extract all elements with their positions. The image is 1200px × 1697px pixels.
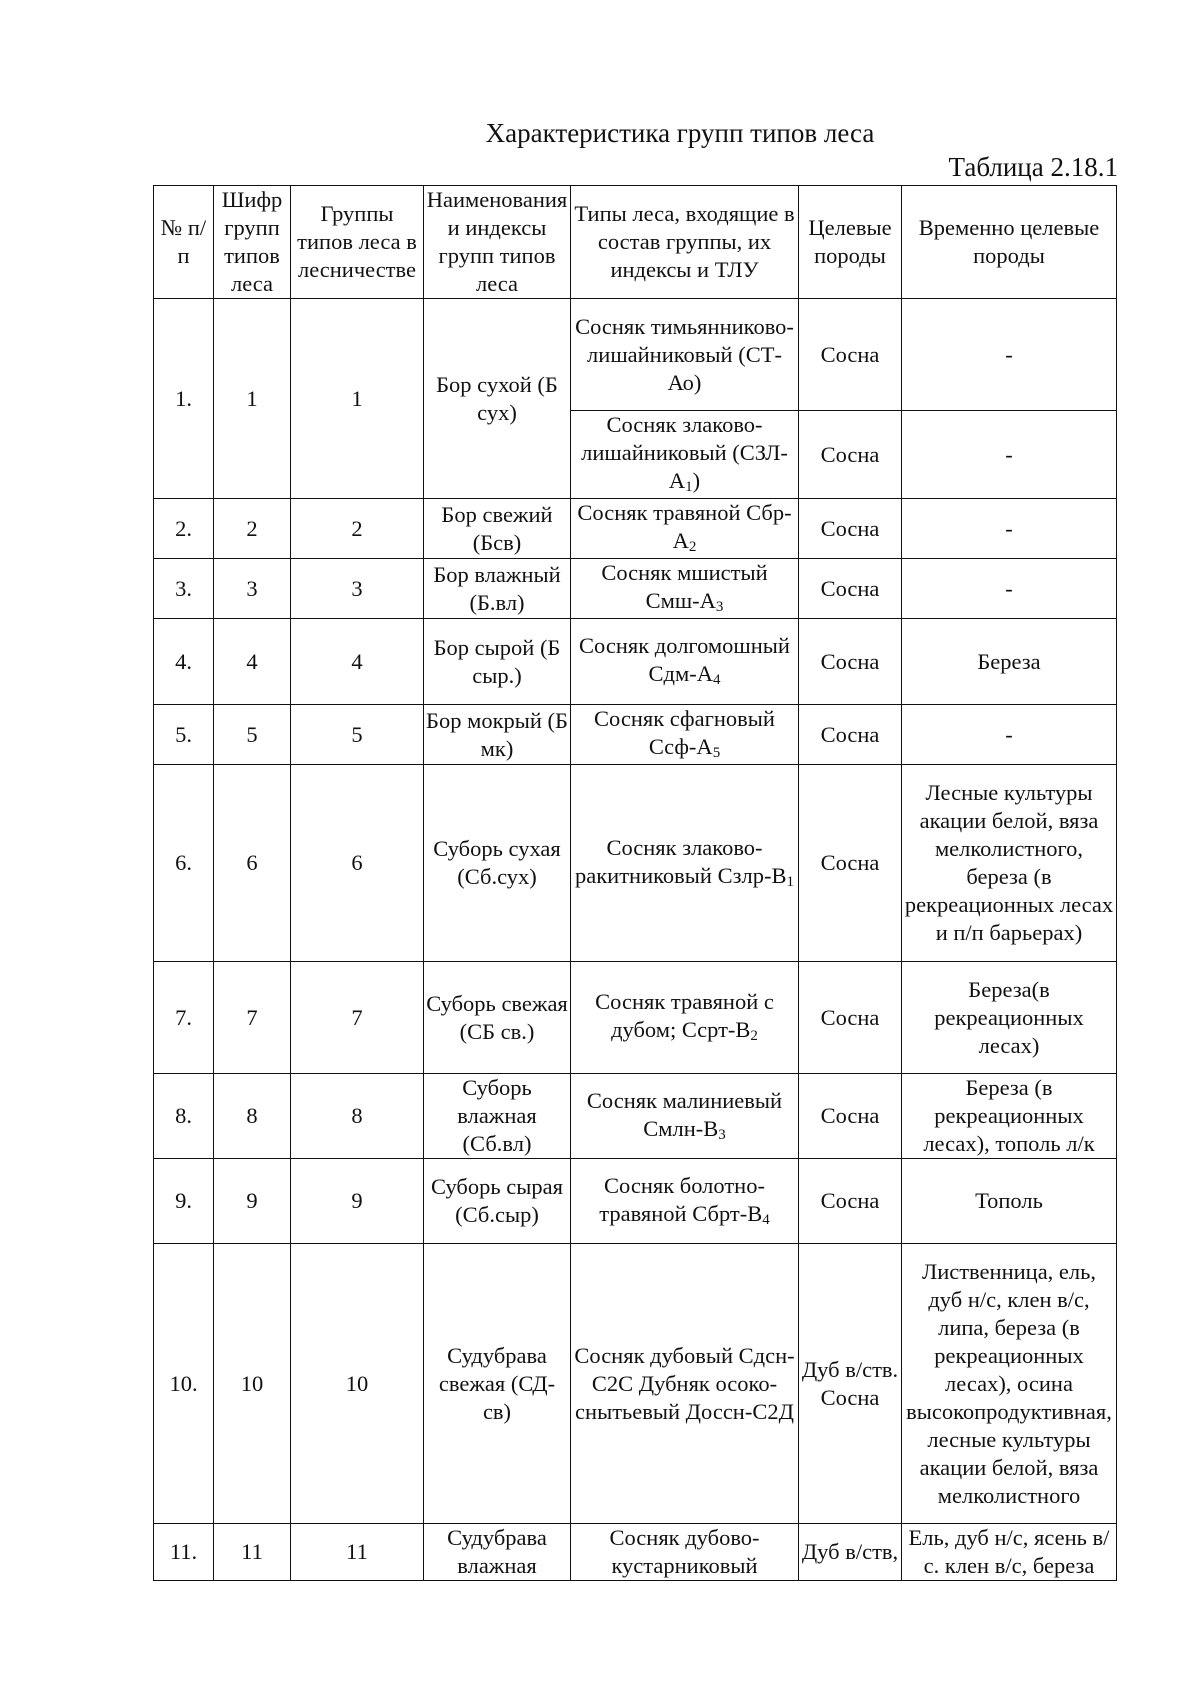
table-row (154, 1524, 1117, 1581)
cell-target: Сосна (799, 499, 902, 559)
types-text: Сосняк злаково-лишайниковый (СЗЛ-А (581, 412, 788, 493)
cell-types: Сосняк злаково-ракитниковый Сзлр-В1 (571, 765, 799, 962)
cell-target: Сосна (799, 619, 902, 705)
cell-group: 9 (291, 1159, 424, 1244)
cell-name: Суборь сухая (Сб.сух) (424, 765, 571, 962)
cell-cipher: 6 (214, 765, 291, 962)
cell-temp: Ель, дуб н/с, ясень в/с. клен в/с, береза (902, 1524, 1117, 1581)
cell-temp: Лиственница, ель, дуб н/с, клен в/с, липа, береза (в рекреационных лесах), осина высокопродуктивная, лесные культуры акации белой, вяза мелколистного (902, 1244, 1117, 1524)
cell-name: Бор влажный (Б.вл) (424, 559, 571, 619)
cell-cipher: 10 (214, 1244, 291, 1524)
cell-num: 7. (154, 962, 214, 1074)
cell-temp: - (902, 705, 1117, 765)
cell-types: Сосняк травяной с дубом; Ссрт-В2 (571, 962, 799, 1074)
cell-temp: - (902, 411, 1117, 499)
cell-cipher: 1 (214, 299, 291, 499)
cell-group: 2 (291, 499, 424, 559)
cell-target: Сосна (799, 1159, 902, 1244)
cell-group: 11 (291, 1524, 424, 1581)
table-row (154, 962, 1117, 1074)
cell-cipher: 3 (214, 559, 291, 619)
cell-target: Сосна (799, 411, 902, 499)
cell-cipher: 9 (214, 1159, 291, 1244)
cell-group: 7 (291, 962, 424, 1074)
cell-temp: - (902, 299, 1117, 411)
cell-target: Сосна (799, 1074, 902, 1159)
cell-num: 1. (154, 299, 214, 499)
cell-target: Сосна (799, 705, 902, 765)
cell-cipher: 11 (214, 1524, 291, 1581)
header-num: № п/п (154, 186, 214, 299)
cell-target: Сосна (799, 559, 902, 619)
header-groups: Группы типов леса в лесничестве (291, 186, 424, 299)
types-text: Сосняк долгомошный Сдм-А (579, 633, 790, 686)
cell-num: 2. (154, 499, 214, 559)
cell-types: Сосняк долгомошный Сдм-А4 (571, 619, 799, 705)
cell-cipher: 8 (214, 1074, 291, 1159)
table-row (154, 1159, 1117, 1244)
header-target: Целевые породы (799, 186, 902, 299)
table-row (154, 765, 1117, 962)
cell-cipher: 2 (214, 499, 291, 559)
cell-target: Сосна (799, 765, 902, 962)
cell-cipher: 4 (214, 619, 291, 705)
cell-group: 4 (291, 619, 424, 705)
forest-types-table (153, 185, 1117, 1581)
cell-num: 3. (154, 559, 214, 619)
cell-types: Сосняк дубовый Сдсн-С2С Дубняк осоко-снытьевый Доссн-С2Д (571, 1244, 799, 1524)
cell-target: Дуб в/ств. Сосна (799, 1244, 902, 1524)
table-row (154, 705, 1117, 765)
cell-num: 8. (154, 1074, 214, 1159)
cell-group: 5 (291, 705, 424, 765)
cell-target: Дуб в/ств, (799, 1524, 902, 1581)
table-row (154, 559, 1117, 619)
table-row (154, 1074, 1117, 1159)
types-text: Сосняк травяной Сбр-А (577, 500, 792, 553)
cell-group: 10 (291, 1244, 424, 1524)
cell-name: Суборь сырая (Сб.сыр) (424, 1159, 571, 1244)
cell-temp: - (902, 559, 1117, 619)
cell-num: 9. (154, 1159, 214, 1244)
page-title: Характеристика групп типов леса (485, 118, 875, 148)
types-text: Сосняк сфагновый Ссф-А (594, 706, 775, 759)
cell-name: Бор свежий (Бсв) (424, 499, 571, 559)
cell-group: 3 (291, 559, 424, 619)
cell-temp: Тополь (902, 1159, 1117, 1244)
cell-num: 6. (154, 765, 214, 962)
cell-types: Сосняк болотно-травяной Сбрт-В4 (571, 1159, 799, 1244)
cell-temp: - (902, 499, 1117, 559)
header-row (154, 186, 1117, 299)
header-name: Наименования и индексы групп типов леса (424, 186, 571, 299)
cell-group: 6 (291, 765, 424, 962)
table-row (154, 1244, 1117, 1524)
cell-num: 11. (154, 1524, 214, 1581)
cell-temp: Лесные культуры акации белой, вяза мелколистного, береза (в рекреационных лесах и п/п барьерах) (902, 765, 1117, 962)
cell-cipher: 5 (214, 705, 291, 765)
table-row (154, 499, 1117, 559)
cell-name: Бор сырой (Б сыр.) (424, 619, 571, 705)
table-row (154, 619, 1117, 705)
cell-num: 5. (154, 705, 214, 765)
cell-target: Сосна (799, 299, 902, 411)
cell-temp: Береза(в рекреационных лесах) (902, 962, 1117, 1074)
cell-cipher: 7 (214, 962, 291, 1074)
cell-temp: Береза (902, 619, 1117, 705)
cell-group: 1 (291, 299, 424, 499)
header-temp-target: Временно целевые породы (902, 186, 1117, 299)
cell-name: Бор сухой (Б сух) (424, 299, 571, 499)
types-text: Сосняк болотно-травяной Сбрт-В (599, 1172, 765, 1226)
cell-types: Сосняк дубово-кустарниковый (571, 1524, 799, 1581)
cell-temp: Береза (в рекреационных лесах), тополь л/к (902, 1074, 1117, 1159)
cell-name: Суборь свежая (СБ св.) (424, 962, 571, 1074)
cell-group: 8 (291, 1074, 424, 1159)
cell-types: Сосняк тимьянниково-лишайниковый (СТ-Ао) (571, 299, 799, 411)
cell-target: Сосна (799, 962, 902, 1074)
cell-name: Суборь влажная (Сб.вл) (424, 1074, 571, 1159)
types-text: Сосняк мшистый Смш-А (601, 560, 768, 613)
cell-types: Сосняк злаково-лишайниковый (СЗЛ-А1) (571, 411, 799, 499)
header-cipher: Шифр групп типов леса (214, 186, 291, 299)
cell-name: Судубрава свежая (СД-св) (424, 1244, 571, 1524)
table-row (154, 299, 1117, 411)
cell-types: Сосняк травяной Сбр-А2 (571, 499, 799, 559)
cell-num: 4. (154, 619, 214, 705)
table-number: Таблица 2.18.1 (948, 152, 1118, 182)
cell-types: Сосняк мшистый Смш-А3 (571, 559, 799, 619)
types-text: Сосняк злаково-ракитниковый Сзлр-В (575, 834, 787, 888)
cell-name: Бор мокрый (Б мк) (424, 705, 571, 765)
cell-name: Судубрава влажная (424, 1524, 571, 1581)
types-text: Сосняк малиниевый Смлн-В (586, 1087, 783, 1141)
types-text: Сосняк травяной с дубом; Ссрт-В (595, 989, 774, 1042)
cell-types: Сосняк сфагновый Ссф-А5 (571, 705, 799, 765)
cell-num: 10. (154, 1244, 214, 1524)
cell-types: Сосняк малиниевый Смлн-В3 (571, 1074, 799, 1159)
header-types: Типы леса, входящие в состав группы, их индексы и ТЛУ (571, 186, 799, 299)
